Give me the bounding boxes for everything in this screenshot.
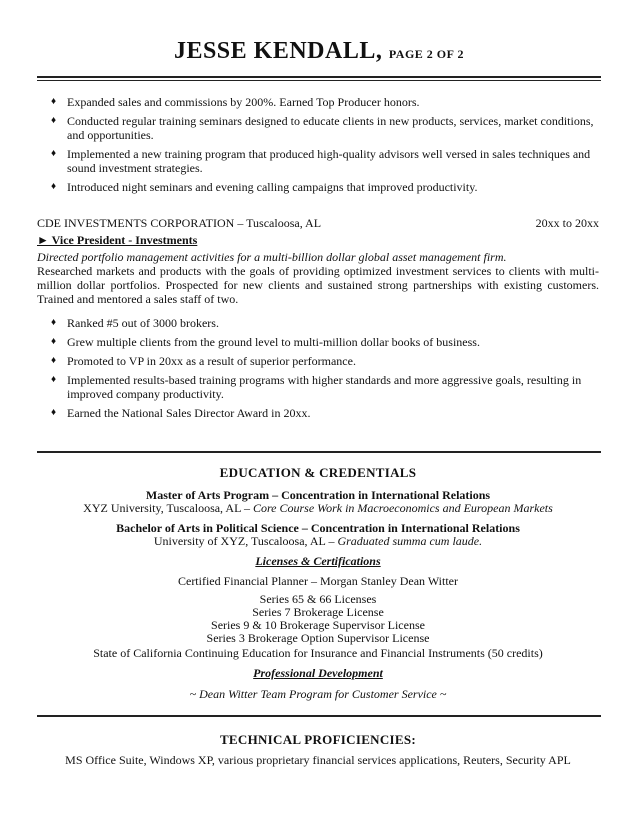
job-description: Researched markets and products with the goals of providing optimized investment services to clients with multi-million dollar portfolios. Prospected for new clients and sustained strong partnerships with existing customers. Trained and mentored a sales staff of two. <box>37 264 599 306</box>
header-rule-thin <box>37 80 601 81</box>
diamond-bullet-icon: ♦ <box>51 148 57 159</box>
school-2-note: – Graduated summa cum laude. <box>328 534 483 548</box>
candidate-name: JESSE KENDALL, <box>173 38 383 64</box>
diamond-bullet-icon: ♦ <box>51 355 57 366</box>
diamond-bullet-icon: ♦ <box>51 96 57 107</box>
school-2: University of XYZ, Tuscaloosa, AL <box>153 534 326 548</box>
list-item: ♦ Earned the National Sales Director Award in 20xx. <box>51 406 311 420</box>
job-title: ► Vice President - Investments <box>37 233 198 247</box>
list-item: ♦ Introduced night seminars and evening calling campaigns that improved productivity. <box>51 180 478 194</box>
list-item: ♦ Conducted regular training seminars designed to educate clients in new products, services, market conditions, and opportunities. <box>51 114 594 142</box>
prior-job-bullets <box>37 95 597 199</box>
license-item: Series 65 & 66 Licenses <box>259 592 377 606</box>
degree-1: Master of Arts Program – Concentration in International Relations <box>145 488 491 502</box>
job-dates: 20xx to 20xx <box>535 216 599 230</box>
job-company-line <box>37 216 599 230</box>
page-indicator: PAGE 2 OF 2 <box>388 47 465 61</box>
school-2-line <box>37 534 599 548</box>
list-item: ♦ Grew multiple clients from the ground level to multi-million dollar books of business. <box>51 335 480 349</box>
degree-2: Bachelor of Arts in Political Science – Concentration in International Relations <box>116 521 520 535</box>
professional-development-heading: Professional Development <box>253 666 383 680</box>
list-item: ♦ Expanded sales and commissions by 200%. Earned Top Producer honors. <box>51 95 420 109</box>
list-item: ♦ Promoted to VP in 20xx as a result of superior performance. <box>51 354 356 368</box>
education-heading: EDUCATION & CREDENTIALS <box>219 465 417 480</box>
section-rule-technical <box>37 715 601 717</box>
list-item: ♦ Implemented a new training program that produced high-quality advisors well versed in sales techniques and sound investment strategies. <box>51 147 591 175</box>
school-1: XYZ University, Tuscaloosa, AL <box>83 501 241 515</box>
license-item: Series 7 Brokerage License <box>252 605 384 619</box>
job-company: CDE INVESTMENTS CORPORATION – Tuscaloosa, AL <box>37 216 322 230</box>
section-rule-education <box>37 451 601 453</box>
school-1-line <box>37 501 599 515</box>
licenses-heading: Licenses & Certifications <box>255 554 381 568</box>
diamond-bullet-icon: ♦ <box>51 336 57 347</box>
license-item: State of California Continuing Education for Insurance and Financial Instruments (50 credits) <box>93 646 543 660</box>
professional-development-item: ~ Dean Witter Team Program for Customer Service ~ <box>189 687 447 701</box>
diamond-bullet-icon: ♦ <box>51 317 57 328</box>
job-bullets <box>37 316 597 425</box>
job-summary: Directed portfolio management activities for a multi-billion dollar global asset management firm. <box>37 250 507 264</box>
license-item: Series 3 Brokerage Option Supervisor License <box>206 631 430 645</box>
header-rule-thick <box>37 76 601 78</box>
diamond-bullet-icon: ♦ <box>51 407 57 418</box>
resume-header <box>0 38 638 65</box>
technical-text: MS Office Suite, Windows XP, various proprietary financial services applications, Reuters, Security APL <box>65 753 571 767</box>
license-item: Series 9 & 10 Brokerage Supervisor License <box>211 618 425 632</box>
diamond-bullet-icon: ♦ <box>51 181 57 192</box>
license-item: Certified Financial Planner – Morgan Stanley Dean Witter <box>177 574 458 588</box>
list-item: ♦ Implemented results-based training programs with higher standards and more aggressive goals, resulting in improved company productivity. <box>51 373 582 401</box>
diamond-bullet-icon: ♦ <box>51 115 57 126</box>
list-item: ♦ Ranked #5 out of 3000 brokers. <box>51 316 219 330</box>
school-1-note: – Core Course Work in Macroeconomics and European Markets <box>243 501 553 515</box>
technical-heading: TECHNICAL PROFICIENCIES: <box>219 732 417 747</box>
diamond-bullet-icon: ♦ <box>51 374 57 385</box>
